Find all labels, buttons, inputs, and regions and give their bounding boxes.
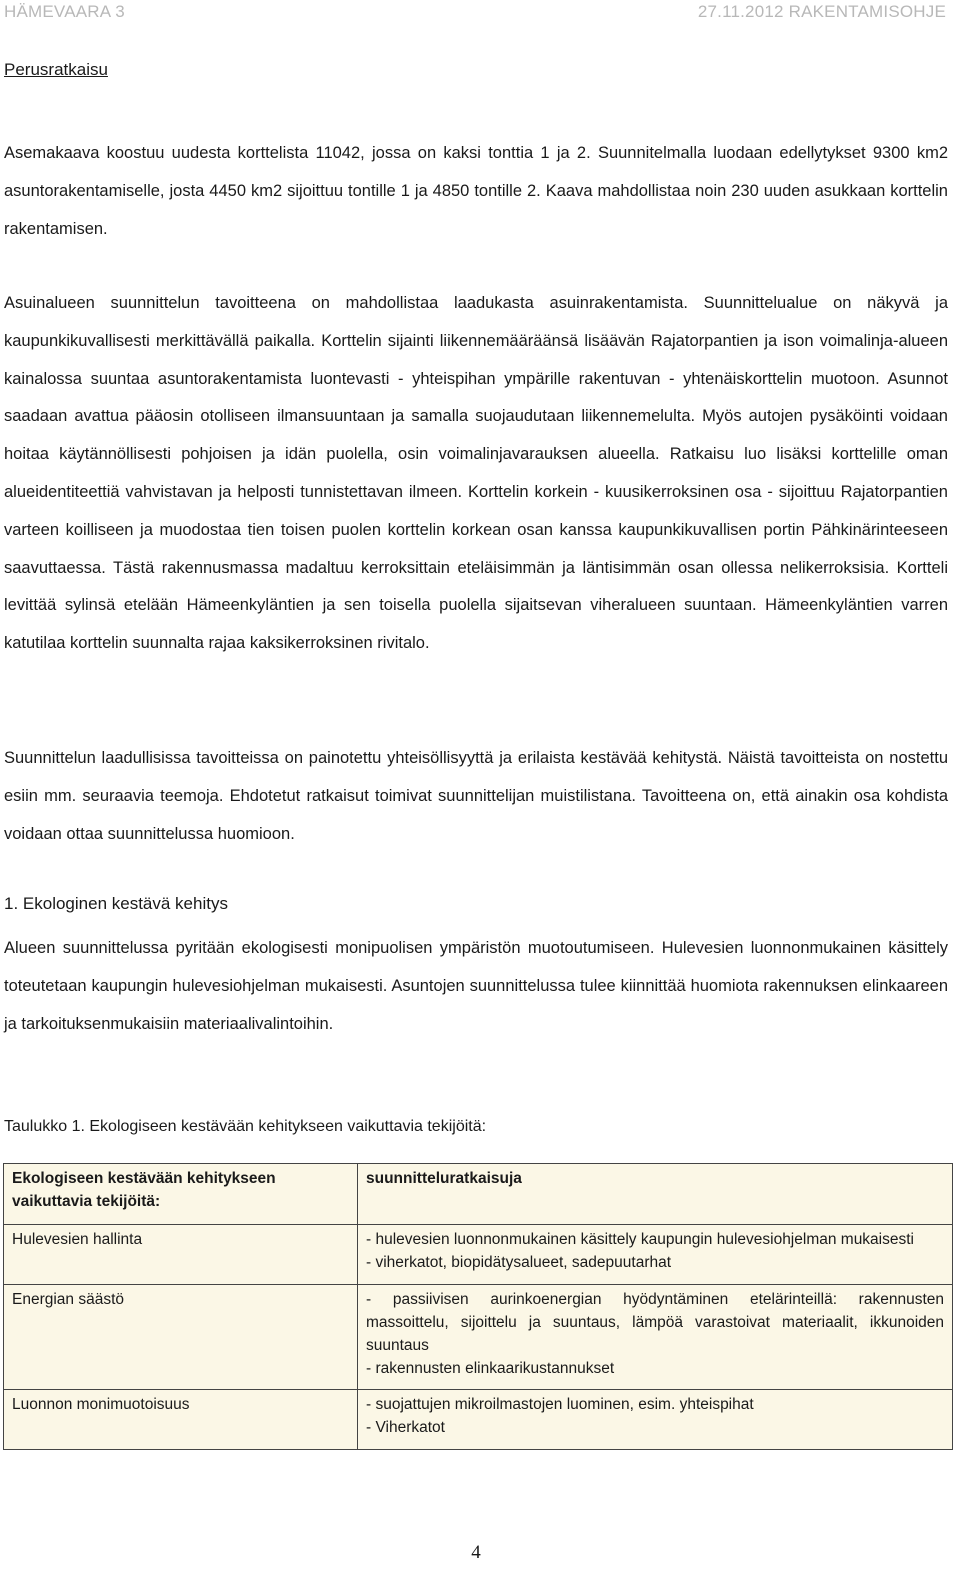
solution-item: - viherkatot, biopidätysalueet, sadepuutarhat <box>366 1254 672 1271</box>
table-cell-solutions <box>358 1285 953 1390</box>
header-date-title: 27.11.2012 RAKENTAMISOHJE <box>697 2 946 21</box>
solution-item: - Viherkatot <box>366 1419 445 1436</box>
paragraph-quality-goals: Suunnittelun laadullisissa tavoitteissa on painotettu yhteisöllisyyttä ja erilaista kestävää kehitystä. Näistä tavoitteista on nostettu esiin mm. seuraavia teemoja. Ehdotetut ratkaisut toimivat suunnittelijan muistilistana. Tavoitteena on, että ainakin osa kohdista voidaan ottaa suunnittelussa huomioon. <box>4 749 948 843</box>
table-cell-factor: Luonnon monimuotoisuus <box>4 1390 358 1450</box>
solution-item: - hulevesien luonnonmukainen käsittely kaupungin hulevesiohjelman mukaisesti <box>366 1231 914 1248</box>
solution-item: - suojattujen mikroilmastojen luominen, esim. yhteispihat <box>366 1396 754 1413</box>
table-caption: Taulukko 1. Ekologiseen kestävään kehitykseen vaikuttavia tekijöitä: <box>4 1118 487 1135</box>
table-row <box>4 1285 953 1390</box>
table-cell-factor: Hulevesien hallinta <box>4 1225 358 1285</box>
table-cell-factor: Energian säästö <box>4 1285 358 1390</box>
table-header-solutions: suunnitteluratkaisuja <box>358 1164 953 1225</box>
paragraph-planning-goals: Asuinalueen suunnittelun tavoitteena on mahdollistaa laadukasta asuinrakentamista. Suunnittelualue on näkyvä ja kaupunkikuvallisesti merkittävällä paikalla. Korttelin sijainti liikennemääräänsä lisäävän Rajatorpantien ja ison voimalinja-alueen kainalossa suuntaa asuntorakentamista luontevasti - yhteispihan ympärille rakentuvan - yhtenäiskorttelin muotoon. Asunnot saadaan avattua pääosin otolliseen ilmansuuntaan ja samalla suojaudutaan liikennemelulta. Myös autojen pysäköinti voidaan hoitaa käytännöllisesti pohjoisen ja idän puolella, osin voimalinjavarauksen alueella. Ratkaisu luo lisäksi korttelille oman alueidentiteettiä vahvistavan ja helposti tunnistettavan ilmeen. Korttelin korkein - kuusikerroksinen osa - sijoittuu Rajatorpantien varteen koilliseen ja muodostaa tien toisen puolen korttelin korkean osan kanssa kaupunkikuvallisen portin Pähkinärinteeseen saavuttaessa. Tästä rakennusmassa madaltuu kerroksittain eteläisimmän ja läntisimmän osan ollessa nelikerroksisia. Kortteli levittää sylinsä etelään Hämeenkyläntien ja sen toisella puolella sijaitsevan viheralueen suuntaan. Hämeenkyläntien varren katutilaa korttelin suunnalta rajaa kaksikerroksinen rivitalo. <box>4 294 948 653</box>
table-header-factors: Ekologiseen kestävään kehitykseen vaikuttavia tekijöitä: <box>4 1164 358 1225</box>
table-header-row <box>4 1164 953 1225</box>
paragraph-plan-summary: Asemakaava koostuu uudesta korttelista 11042, jossa on kaksi tonttia 1 ja 2. Suunnitelmalla luodaan edellytykset 9300 km2 asuntorakentamiselle, josta 4450 km2 sijoittuu tontille 1 ja 4850 tontille 2. Kaava mahdollistaa noin 230 uuden asukkaan korttelin rakentamisen. <box>4 144 948 238</box>
section-heading: Perusratkaisu <box>4 60 108 79</box>
table-row <box>4 1225 953 1285</box>
header-project-name: HÄMEVAARA 3 <box>4 2 125 21</box>
ecology-heading: 1. Ekologinen kestävä kehitys <box>4 894 228 913</box>
paragraph-ecology: Alueen suunnittelussa pyritään ekologisesti monipuolisen ympäristön muotoutumiseen. Hulevesien luonnonmukainen käsittely toteutetaan kaupungin hulevesiohjelman mukaisesti. Asuntojen suunnittelussa tulee kiinnittää huomiota rakennuksen elinkaareen ja tarkoituksenmukaisiin materiaalivalintoihin. <box>4 939 948 1033</box>
solution-item: - passiivisen aurinkoenergian hyödyntäminen etelärinteillä: rakennusten massoittelu, sijoittelu ja suuntaus, lämpöä varastoivat materiaalit, ikkunoiden suuntaus <box>366 1291 944 1354</box>
table-cell-solutions <box>358 1225 953 1285</box>
solution-item: - rakennusten elinkaarikustannukset <box>366 1360 615 1377</box>
ecology-factors-table <box>3 1163 953 1450</box>
page-header <box>4 2 946 26</box>
table-cell-solutions <box>358 1390 953 1450</box>
table-row <box>4 1390 953 1450</box>
page-number: 4 <box>471 1542 481 1563</box>
